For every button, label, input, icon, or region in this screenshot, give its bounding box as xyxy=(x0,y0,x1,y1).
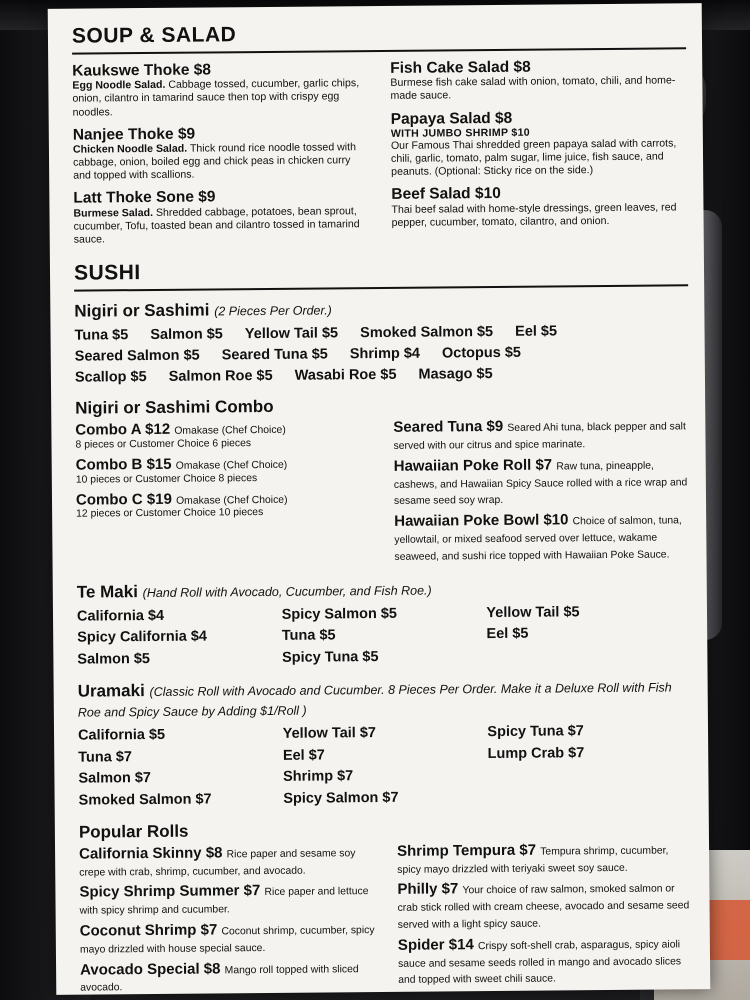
item-name: Avocado Special $8 Mango roll topped with sliced avocado. xyxy=(80,960,359,995)
menu-item xyxy=(73,124,369,183)
item-price: $7 xyxy=(243,882,261,900)
item-name: Seared Tuna $9 Seared Ahi tuna, black pepper and salt served with our citrus and spice marinate. xyxy=(393,418,686,452)
item-description-inline: Raw tuna, pineapple, cashews, and Hawaiian Spicy Sauce rolled with a rice wrap and sesame seed soy wrap. xyxy=(393,460,688,508)
uramaki-item: Spicy Salmon $7 xyxy=(283,789,399,807)
divider xyxy=(74,284,688,291)
uramaki-item: Smoked Salmon $7 xyxy=(78,791,212,809)
item-name: Kaukswe Thoke $8 xyxy=(72,61,212,80)
uramaki-item: Eel $7 xyxy=(282,747,325,764)
nigiri-item: Tuna $5 xyxy=(74,327,129,344)
item-description: Burmese Salad. Shredded cabbage, potatoes, bean sprout, cucumber, Tofu, toasted bean and cilantro tossed in tamarind sauce. xyxy=(73,205,360,246)
popular-left-column xyxy=(79,844,376,995)
item-name: Combo C $19 Omakase (Chef Choice) xyxy=(75,490,288,509)
uramaki-columns xyxy=(78,720,693,812)
item-description-inline: Rice paper and sesame soy crepe with crab, shrimp, cucumber, and avocado. xyxy=(79,848,356,879)
menu-item xyxy=(72,60,368,119)
temaki-column-2 xyxy=(282,603,487,670)
item-note: Omakase (Chef Choice) xyxy=(174,425,286,438)
uramaki-item: Shrimp $7 xyxy=(283,768,354,786)
section-title-sushi: SUSHI xyxy=(73,261,141,285)
temaki-item: Spicy Tuna $5 xyxy=(281,649,379,666)
item-name: Hawaiian Poke Roll $7 Raw tuna, pineapple, cashews, and Hawaiian Spicy Sauce rolled with a rice wrap and sesame seed soy wrap. xyxy=(393,456,688,508)
combo-right-column xyxy=(393,418,690,570)
uramaki-item: Yellow Tail $7 xyxy=(282,724,377,742)
item-name: Nanjee Thoke $9 xyxy=(72,125,196,144)
menu-item xyxy=(79,844,375,880)
item-description-inline: Tempura shrimp, cucumber, spicy mayo drizzled with teriyaki sweet soy sauce. xyxy=(397,845,669,876)
item-price: $8 xyxy=(494,109,513,127)
menu-item xyxy=(73,188,369,247)
menu-item xyxy=(76,455,372,487)
item-description-inline: Choice of salmon, tuna, yellowtail, or mixed seafood served over lettuce, wakame seaweed, and sushi rice topped with Hawaiian Poke Sauce. xyxy=(394,515,682,563)
item-price: $12 xyxy=(145,421,171,439)
item-price: $14 xyxy=(448,936,474,954)
temaki-column-3 xyxy=(486,601,691,668)
item-description: 10 pieces or Customer Choice 8 pieces xyxy=(75,472,258,486)
nigiri-item: Seared Salmon $5 xyxy=(74,347,200,365)
uramaki-item: California $5 xyxy=(77,726,166,744)
uramaki-column-1 xyxy=(78,724,283,813)
menu-item xyxy=(394,456,690,509)
item-description-inline: Mango roll topped with sliced avocado. xyxy=(80,963,359,995)
uramaki-item: Lump Crab $7 xyxy=(487,744,585,762)
nigiri-item: Masago $5 xyxy=(418,366,493,383)
menu-item xyxy=(397,841,693,877)
item-name: Spicy Shrimp Summer $7 Rice paper and lettuce with spicy shrimp and cucumber. xyxy=(79,882,369,917)
nigiri-item: Octopus $5 xyxy=(441,344,522,362)
item-name: Latt Thoke Sone $9 xyxy=(73,188,216,208)
temaki-item: California $4 xyxy=(76,607,165,625)
item-name: Combo B $15 Omakase (Chef Choice) xyxy=(75,455,288,474)
nigiri-row xyxy=(75,363,689,389)
item-description: Chicken Noodle Salad. Thick round rice noodle tossed with cabbage, onion, boiled egg and chick peas in chicken curry and topped with scallions. xyxy=(72,141,357,183)
item-price: $8 xyxy=(513,58,531,76)
item-name: Papaya Salad $8 xyxy=(390,109,513,128)
nigiri-item: Eel $5 xyxy=(515,323,558,341)
combo-columns xyxy=(75,418,690,573)
menu-item xyxy=(398,935,694,988)
soup-salad-left-column xyxy=(72,60,370,254)
menu-item xyxy=(76,490,372,522)
heading-te-maki: Te Maki (Hand Roll with Avocado, Cucumber, and Fish Roe.) xyxy=(76,581,432,602)
item-name: Shrimp Tempura $7 Tempura shrimp, cucumber, spicy mayo drizzled with teriyaki sweet soy sauce. xyxy=(397,841,669,876)
item-price: $19 xyxy=(146,490,172,508)
item-description: Thai beef salad with home-style dressings, green leaves, red pepper, cucumber, tomato, cilantro, and onion. xyxy=(391,201,677,229)
nigiri-item: Salmon Roe $5 xyxy=(168,368,273,386)
item-price: $8 xyxy=(203,960,221,978)
item-description: Egg Noodle Salad. Cabbage tossed, cucumber, garlic chips, onion, cilantro in tamarind sauce then top with crispy egg noodles. xyxy=(72,77,360,119)
item-description-inline: Crispy soft-shell crab, asparagus, spicy aioli sauce and sesame seeds rolled in mango and avocado slices and topped with sweet chili sauce. xyxy=(398,939,682,987)
item-price: $10 xyxy=(543,511,569,529)
menu-item xyxy=(75,420,371,452)
heading-note: (Classic Roll with Avocado and Cucumber. 8 Pieces Per Order. Make it a Deluxe Roll with Fish Roe and Spicy Sauce by Adding $1/Roll ) xyxy=(77,680,672,720)
menu-item xyxy=(394,512,690,565)
item-price: $7 xyxy=(519,841,537,859)
popular-columns xyxy=(79,841,694,995)
item-name: Fish Cake Salad $8 xyxy=(390,58,531,77)
temaki-item: Yellow Tail $5 xyxy=(486,603,580,621)
combo-left-column xyxy=(75,420,372,572)
item-price: $8 xyxy=(193,61,212,79)
item-description: 12 pieces or Customer Choice 10 pieces xyxy=(76,507,264,521)
uramaki-item: Spicy Tuna $7 xyxy=(487,723,584,740)
temaki-item: Spicy California $4 xyxy=(77,628,208,647)
item-name: California Skinny $8 Rice paper and sesame soy crepe with crab, shrimp, cucumber, and avocado. xyxy=(79,844,356,879)
uramaki-column-2 xyxy=(283,722,488,811)
menu-item xyxy=(391,184,687,230)
menu-item xyxy=(393,418,689,454)
item-note: Omakase (Chef Choice) xyxy=(176,494,288,507)
item-name: Combo A $12 Omakase (Chef Choice) xyxy=(75,421,286,439)
heading-popular-rolls: Popular Rolls xyxy=(78,821,189,842)
temaki-columns xyxy=(77,601,692,672)
item-price: $15 xyxy=(146,455,172,473)
item-name: Philly $7 Your choice of raw salmon, smoked salmon or crab stick rolled with cream cheese, avocado and sesame seed served with a light spicy sauce. xyxy=(397,880,690,931)
item-price: $7 xyxy=(441,880,459,898)
divider xyxy=(72,47,686,54)
menu-item xyxy=(390,57,686,103)
nigiri-item: Scallop $5 xyxy=(74,369,147,386)
menu-item xyxy=(80,921,376,957)
nigiri-item: Wasabi Roe $5 xyxy=(294,367,397,384)
nigiri-item: Salmon $5 xyxy=(150,326,223,344)
item-description-inline: Your choice of raw salmon, smoked salmon or crab stick rolled with cream cheese, avocado and sesame seed served with a light spicy sauce. xyxy=(397,883,690,931)
item-price: $9 xyxy=(177,125,196,143)
temaki-column-1 xyxy=(77,604,282,671)
item-name: Beef Salad $10 xyxy=(391,185,501,204)
item-price: $8 xyxy=(205,844,223,862)
uramaki-item: Tuna $7 xyxy=(78,748,133,766)
uramaki-item: Salmon $7 xyxy=(78,770,152,788)
nigiri-item: Seared Tuna $5 xyxy=(221,346,328,364)
item-description-inline: Coconut shrimp, cucumber, spicy mayo drizzled with house special sauce. xyxy=(79,925,375,956)
heading-nigiri: Nigiri or Sashimi (2 Pieces Per Order.) xyxy=(74,300,332,321)
menu-sheet xyxy=(48,3,711,995)
heading-uramaki: Uramaki (Classic Roll with Avocado and Cucumber. 8 Pieces Per Order. Make it a Deluxe Roll with Fish Roe and Spicy Sauce by Adding $1/Roll ) xyxy=(77,680,672,720)
item-name: Spider $14 Crispy soft-shell crab, asparagus, spicy aioli sauce and sesame seeds rolled in mango and avocado slices and topped with sweet chili sauce. xyxy=(397,936,682,987)
menu-item xyxy=(80,960,376,995)
item-lead: Burmese Salad. xyxy=(73,206,154,220)
item-lead: Egg Noodle Salad. xyxy=(72,79,166,93)
item-price: $7 xyxy=(200,921,218,939)
menu-item xyxy=(79,883,375,919)
item-price: $9 xyxy=(198,188,216,207)
heading-note: (2 Pieces Per Order.) xyxy=(214,303,332,319)
temaki-item: Eel $5 xyxy=(486,626,529,643)
uramaki-column-3 xyxy=(487,720,692,809)
item-sub-label: WITH JUMBO SHRIMP $10 xyxy=(390,126,531,140)
temaki-item: Salmon $5 xyxy=(77,651,150,668)
menu-item xyxy=(391,108,688,179)
item-price: $10 xyxy=(474,185,501,203)
nigiri-item: Yellow Tail $5 xyxy=(244,325,339,343)
item-name: Hawaiian Poke Bowl $10 Choice of salmon, tuna, yellowtail, or mixed seafood served over lettuce, wakame seaweed, and sushi rice topped with Hawaiian Poke Sauce. xyxy=(394,511,682,563)
popular-right-column xyxy=(397,841,694,995)
item-description: Burmese fish cake salad with onion, tomato, chili, and home-made sauce. xyxy=(390,74,676,103)
heading-nigiri-combo: Nigiri or Sashimi Combo xyxy=(75,397,274,418)
item-note: Omakase (Chef Choice) xyxy=(175,459,288,472)
item-price: $9 xyxy=(486,418,504,436)
temaki-item: Tuna $5 xyxy=(281,627,336,645)
soup-salad-columns xyxy=(72,57,688,254)
item-description: Our Famous Thai shredded green papaya salad with carrots, chili, garlic, tomato, palm sugar, lime juice, fish sauce, and peanuts. (Optional: Sticky rice on the side.) xyxy=(390,137,677,179)
item-description-inline: Rice paper and lettuce with spicy shrimp and cucumber. xyxy=(79,886,369,917)
section-title-soup-salad: SOUP & SALAD xyxy=(71,23,237,48)
item-description-inline: Seared Ahi tuna, black pepper and salt served with our citrus and spice marinate. xyxy=(393,421,686,452)
soup-salad-right-column xyxy=(390,57,688,251)
item-price: $7 xyxy=(535,456,553,474)
menu-item xyxy=(397,880,693,933)
item-lead: Chicken Noodle Salad. xyxy=(72,142,188,156)
item-description: 8 pieces or Customer Choice 6 pieces xyxy=(75,438,252,451)
temaki-item: Spicy Salmon $5 xyxy=(281,605,397,623)
heading-note: (Hand Roll with Avocado, Cucumber, and Fish Roe.) xyxy=(142,583,432,600)
nigiri-item: Shrimp $4 xyxy=(349,345,421,363)
nigiri-item: Smoked Salmon $5 xyxy=(360,324,494,342)
item-name: Coconut Shrimp $7 Coconut shrimp, cucumber, spicy mayo drizzled with house special sauce. xyxy=(79,921,375,956)
